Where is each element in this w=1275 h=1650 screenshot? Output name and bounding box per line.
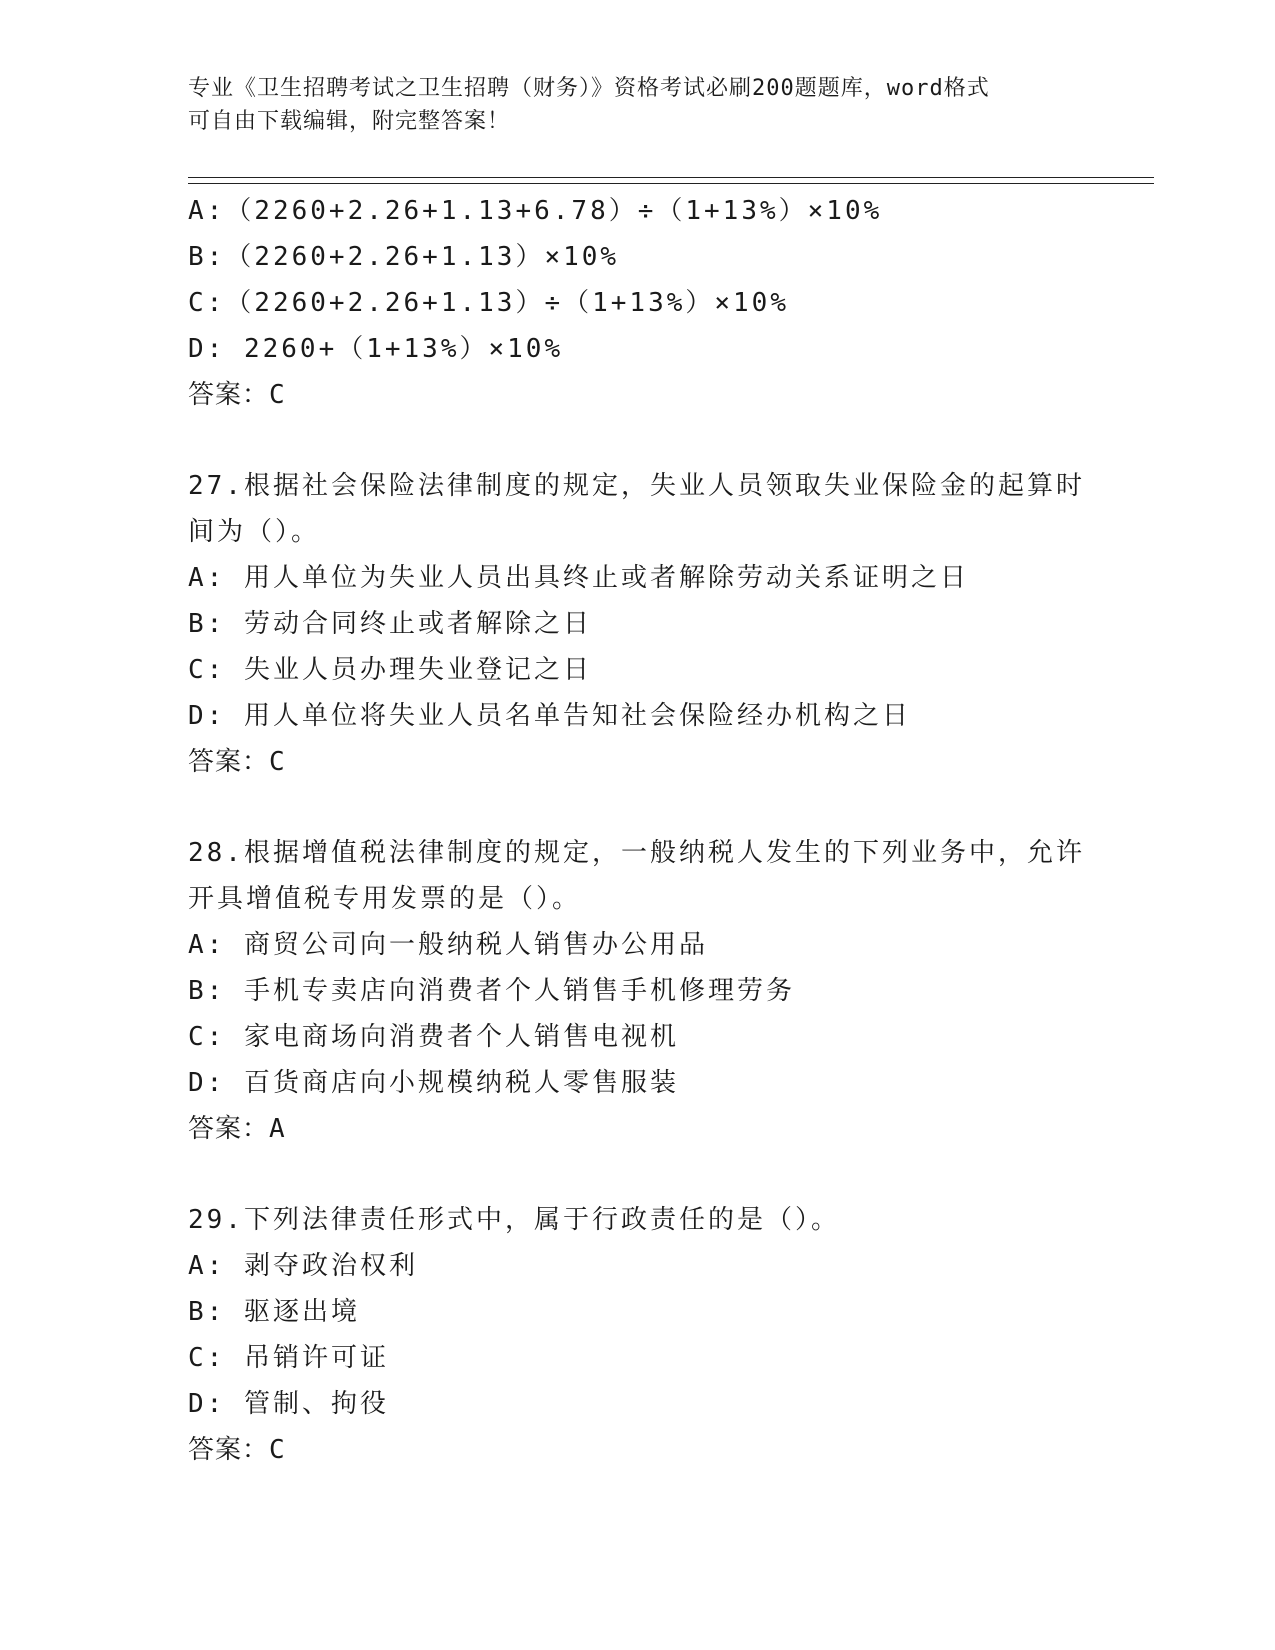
option-a: A: 商贸公司向一般纳税人销售办公用品 xyxy=(188,930,708,960)
previous-question-block xyxy=(188,188,1128,418)
header-line: 可自由下载编辑，附完整答案！ xyxy=(188,109,511,134)
answer: 答案：C xyxy=(188,380,286,410)
option-d: D: 管制、拘役 xyxy=(188,1389,389,1419)
option-d: D: 用人单位将失业人员名单告知社会保险经办机构之日 xyxy=(188,701,911,731)
question-text: 27.根据社会保险法律制度的规定，失业人员领取失业保险金的起算时 xyxy=(188,471,1085,501)
option-b: B: 驱逐出境 xyxy=(188,1297,360,1327)
answer: 答案：C xyxy=(188,1435,286,1465)
question-27 xyxy=(188,463,1128,785)
header-divider xyxy=(188,183,1154,184)
answer: 答案：A xyxy=(188,1114,286,1144)
header-divider xyxy=(188,177,1154,178)
option-c: C: 家电商场向消费者个人销售电视机 xyxy=(188,1022,679,1052)
header-line: 专业《卫生招聘考试之卫生招聘（财务）》资格考试必刷200题题库，word格式 xyxy=(188,76,990,101)
option-b: B: 劳动合同终止或者解除之日 xyxy=(188,609,592,639)
option-c: C: 吊销许可证 xyxy=(188,1343,389,1373)
option-d: D: 百货商店向小规模纳税人零售服装 xyxy=(188,1068,679,1098)
option-c: C: 失业人员办理失业登记之日 xyxy=(188,655,592,685)
question-text: 开具增值税专用发票的是（）。 xyxy=(188,884,582,914)
option-d: D: 2260+（1+13%）×10% xyxy=(188,334,564,364)
question-text: 29.下列法律责任形式中，属于行政责任的是（）。 xyxy=(188,1205,840,1235)
question-28 xyxy=(188,830,1128,1152)
option-a: A: 用人单位为失业人员出具终止或者解除劳动关系证明之日 xyxy=(188,563,969,593)
question-text: 28.根据增值税法律制度的规定，一般纳税人发生的下列业务中，允许 xyxy=(188,838,1085,868)
option-c: C:（2260+2.26+1.13）÷（1+13%）×10% xyxy=(188,288,789,318)
option-a: A: 剥夺政治权利 xyxy=(188,1251,418,1281)
question-list xyxy=(188,188,1128,1473)
option-b: B:（2260+2.26+1.13）×10% xyxy=(188,242,620,272)
answer: 答案：C xyxy=(188,747,286,777)
question-29 xyxy=(188,1197,1128,1473)
option-b: B: 手机专卖店向消费者个人销售手机修理劳务 xyxy=(188,976,795,1006)
option-a: A:（2260+2.26+1.13+6.78）÷（1+13%）×10% xyxy=(188,196,883,226)
document-header xyxy=(188,72,1088,138)
question-text: 间为（）。 xyxy=(188,517,321,547)
